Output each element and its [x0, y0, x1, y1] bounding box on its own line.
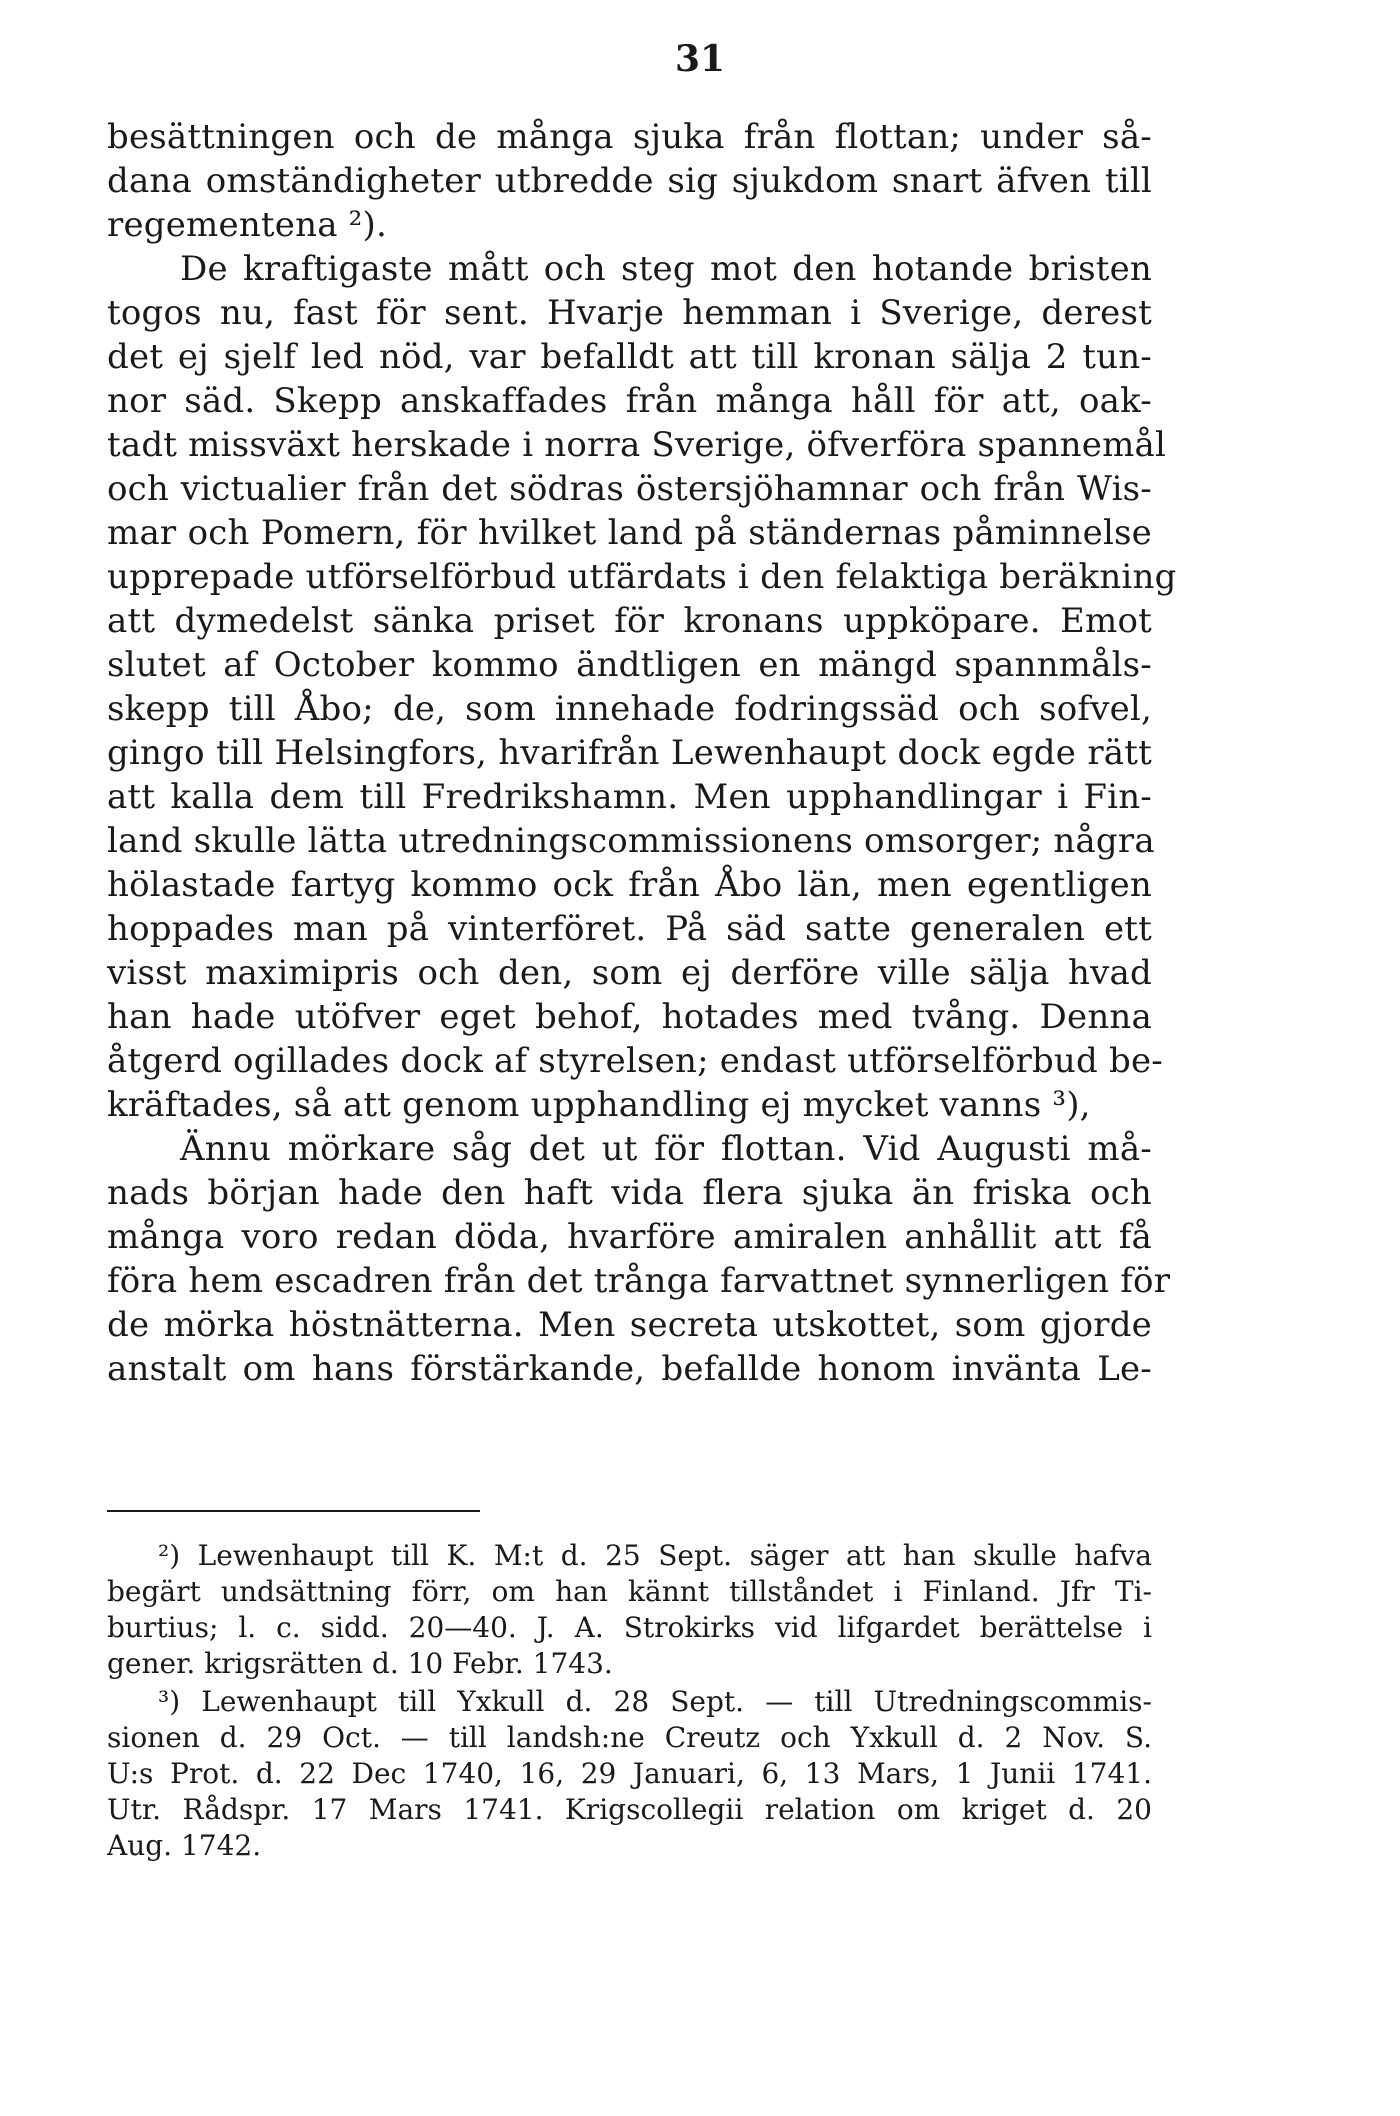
text-line: nor säd. Skepp anskaffades från många håll för att, oak- — [107, 381, 1152, 421]
footnote-line: ³) Lewenhaupt till Yxkull d. 28 Sept. — till Utredningscommis- — [158, 1685, 1152, 1718]
text-line: dana omständigheter utbredde sig sjukdom snart äfven till — [107, 161, 1152, 201]
text-line: hölastade fartyg kommo ock från Åbo län, men egentligen — [107, 865, 1152, 905]
text-line: de mörka höstnätterna. Men secreta utskottet, som gjorde — [107, 1305, 1152, 1345]
text-line: föra hem escadren från det trånga farvattnet synnerligen för — [107, 1261, 1171, 1301]
text-line: regementena ²). — [107, 205, 387, 245]
text-line: mar och Pomern, för hvilket land på ständernas påminnelse — [107, 513, 1152, 553]
text-line: skepp till Åbo; de, som innehade fodringssäd och sofvel, — [107, 689, 1152, 729]
footnote-line: begärt undsättning förr, om han kännt tillståndet i Finland. Jfr Ti- — [107, 1575, 1152, 1608]
footnote-line: sionen d. 29 Oct. — till landsh:ne Creutz och Yxkull d. 2 Nov. S. — [107, 1721, 1152, 1754]
text-line: anstalt om hans förstärkande, befallde honom invänta Le- — [107, 1349, 1152, 1389]
text-line: tadt missväxt herskade i norra Sverige, öfverföra spannemål — [107, 425, 1167, 465]
text-line: hoppades man på vinterföret. På säd satte generalen ett — [107, 909, 1152, 949]
text-line: kräftades, så att genom upphandling ej mycket vanns ³), — [107, 1085, 1091, 1125]
text-line: han hade utöfver eget behof, hotades med tvång. Denna — [107, 997, 1152, 1037]
text-line: att kalla dem till Fredrikshamn. Men upphandlingar i Fin- — [107, 777, 1152, 817]
footnote-line: burtius; l. c. sidd. 20—40. J. A. Strokirks vid lifgardet berättelse i — [107, 1611, 1152, 1644]
text-line: det ej sjelf led nöd, var befalldt att till kronan sälja 2 tun- — [107, 337, 1152, 377]
text-line: åtgerd ogillades dock af styrelsen; endast utförselförbud be- — [107, 1041, 1163, 1081]
footnote-rule — [107, 1510, 480, 1512]
text-line: många voro redan döda, hvarföre amiralen anhållit att få — [107, 1217, 1152, 1257]
text-line: upprepade utförselförbud utfärdats i den felaktiga beräkning — [107, 557, 1177, 597]
footnote-line: U:s Prot. d. 22 Dec 1740, 16, 29 Januari, 6, 13 Mars, 1 Junii 1741. — [107, 1757, 1152, 1790]
footnote-line: Aug. 1742. — [107, 1829, 262, 1862]
text-line: besättningen och de många sjuka från flottan; under så- — [107, 117, 1152, 157]
footnote-line: Utr. Rådspr. 17 Mars 1741. Krigscollegii relation om kriget d. 20 — [107, 1793, 1152, 1826]
text-line: land skulle lätta utredningscommissionens omsorger; några — [107, 821, 1155, 861]
footnote-line: gener. krigsrätten d. 10 Febr. 1743. — [107, 1647, 613, 1680]
text-line: De kraftigaste mått och steg mot den hotande bristen — [180, 249, 1152, 289]
text-line: och victualier från det södras östersjöhamnar och från Wis- — [107, 469, 1152, 509]
text-line: att dymedelst sänka priset för kronans uppköpare. Emot — [107, 601, 1152, 641]
text-line: slutet af October kommo ändtligen en mängd spannmåls- — [107, 645, 1152, 685]
text-line: gingo till Helsingfors, hvarifrån Lewenhaupt dock egde rätt — [107, 733, 1152, 773]
text-line: visst maximipris och den, som ej derföre ville sälja hvad — [107, 953, 1152, 993]
footnote-line: ²) Lewenhaupt till K. M:t d. 25 Sept. säger att han skulle hafva — [158, 1539, 1152, 1572]
text-line: nads början hade den haft vida flera sjuka än friska och — [107, 1173, 1152, 1213]
text-line: togos nu, fast för sent. Hvarje hemman i Sverige, derest — [107, 293, 1152, 333]
page-number: 31 — [674, 38, 726, 80]
text-line: Ännu mörkare såg det ut för flottan. Vid Augusti må- — [180, 1129, 1152, 1169]
